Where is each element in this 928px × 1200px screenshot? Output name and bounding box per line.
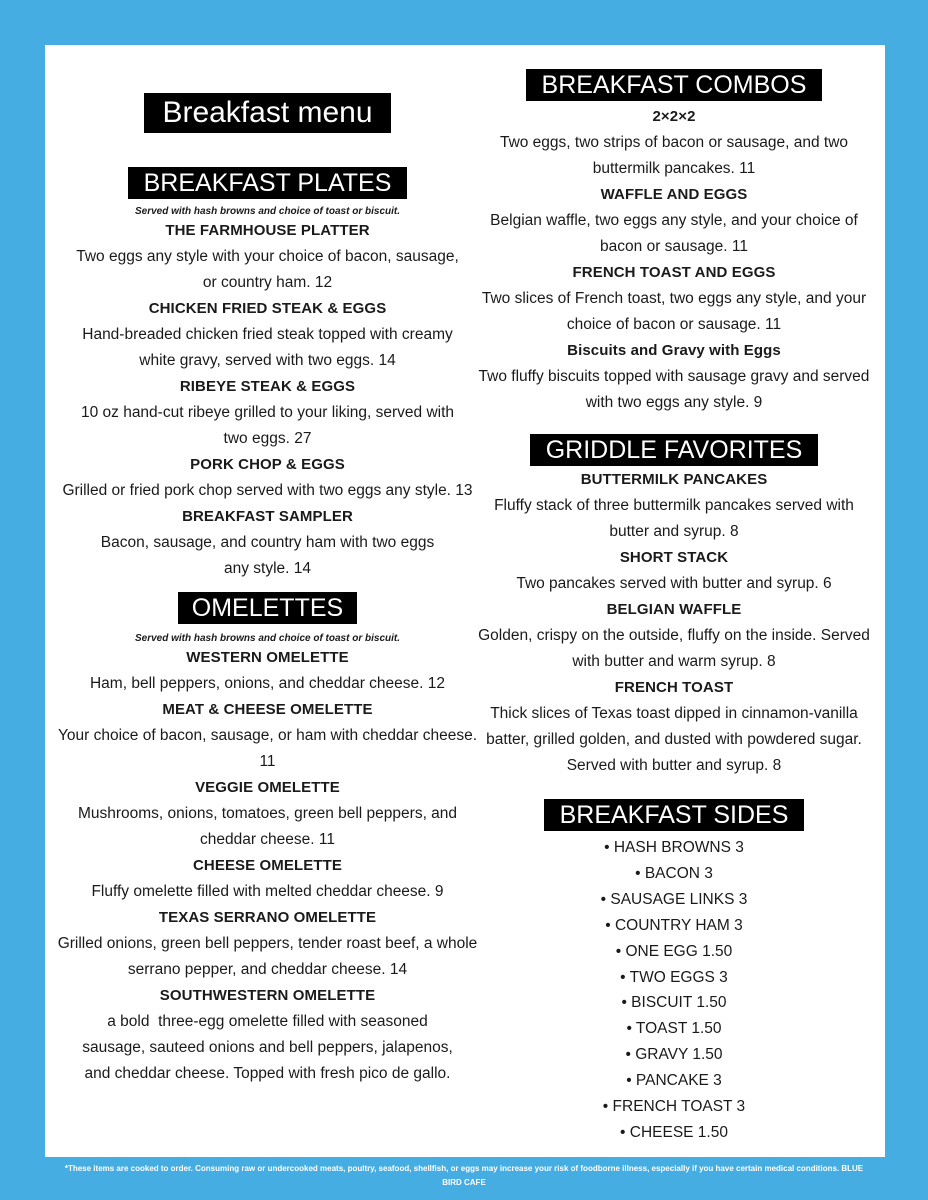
menu-sheet [45, 45, 885, 1157]
menu-item-name: 2×2×2 [652, 108, 696, 125]
plates-note: Served with hash browns and choice of toast or biscuit. [134, 206, 401, 217]
menu-item-name: BUTTERMILK PANCAKES [580, 471, 768, 488]
menu-item-desc: Belgian waffle, two eggs any style, and your choice of bacon or sausage. 11 [490, 212, 858, 255]
menu-item-name: PORK CHOP & EGGS [190, 456, 345, 473]
page-title: Breakfast menu [144, 93, 390, 133]
menu-item-name: MEAT & CHEESE OMELETTE [162, 701, 373, 718]
side-item: • TOAST 1.50 [626, 1020, 722, 1038]
menu-item-desc: Grilled onions, green bell peppers, tender roast beef, a whole serrano pepper, and cheddar cheese. 14 [57, 935, 478, 978]
menu-item-name: SOUTHWESTERN OMELETTE [159, 987, 376, 1004]
omelettes-note: Served with hash browns and choice of toast or biscuit. [134, 633, 401, 644]
menu-item-name: RIBEYE STEAK & EGGS [179, 378, 356, 395]
griddle-favorites-heading: GRIDDLE FAVORITES [530, 434, 819, 466]
breakfast-combos-heading: BREAKFAST COMBOS [526, 69, 823, 101]
menu-item-desc: Golden, crispy on the outside, fluffy on the inside. Served with butter and warm syrup. 8 [478, 627, 870, 670]
side-item: • GRAVY 1.50 [625, 1046, 723, 1064]
side-item: • TWO EGGS 3 [620, 968, 728, 986]
menu-item-name: FRENCH TOAST AND EGGS [572, 264, 776, 281]
menu-item-name: BREAKFAST SAMPLER [182, 508, 353, 525]
side-item: • BISCUIT 1.50 [621, 994, 727, 1012]
side-item: • BACON 3 [635, 864, 713, 882]
menu-item-desc: a bold three-egg omelette filled with seasoned sausage, sauteed onions and bell peppers, jalapenos, and cheddar cheese. Topped with fresh pico de gallo. [82, 1013, 458, 1082]
menu-item-name: FRENCH TOAST [614, 679, 734, 696]
left-column [55, 45, 480, 1087]
menu-item-desc: Ham, bell peppers, onions, and cheddar cheese. 12 [89, 675, 445, 692]
menu-item-name: WAFFLE AND EGGS [600, 186, 748, 203]
menu-item-desc: 10 oz hand-cut ribeye grilled to your liking, served with two eggs. 27 [80, 404, 455, 447]
menu-item-name: CHICKEN FRIED STEAK & EGGS [148, 300, 387, 317]
menu-item-desc: Thick slices of Texas toast dipped in cinnamon-vanilla batter, grilled golden, and dusted with powdered sugar. Served with butter and syrup. 8 [486, 705, 862, 774]
menu-item-name: THE FARMHOUSE PLATTER [165, 222, 370, 239]
breakfast-sides-heading: BREAKFAST SIDES [544, 799, 805, 831]
side-item: • PANCAKE 3 [626, 1072, 722, 1090]
menu-item-name: WESTERN OMELETTE [186, 649, 349, 666]
menu-item-desc: Mushrooms, onions, tomatoes, green bell peppers, and cheddar cheese. 11 [77, 805, 458, 848]
menu-item-desc: Two pancakes served with butter and syrup. 6 [516, 575, 832, 592]
side-item: • SAUSAGE LINKS 3 [600, 890, 748, 908]
side-item: • HASH BROWNS 3 [604, 839, 744, 856]
menu-item-desc: Two eggs, two strips of bacon or sausage, and two buttermilk pancakes. 11 [499, 134, 849, 177]
menu-item-name: TEXAS SERRANO OMELETTE [158, 909, 377, 926]
omelettes-list [55, 645, 480, 1087]
menu-item-desc: Two slices of French toast, two eggs any style, and your choice of bacon or sausage. 11 [481, 290, 867, 333]
menu-item-desc: Grilled or fried pork chop served with two eggs any style. 13 [62, 482, 473, 499]
sides-list [473, 835, 875, 1146]
plates-list [55, 218, 480, 582]
combos-list [473, 104, 875, 416]
menu-item-desc: Fluffy omelette filled with melted cheddar cheese. 9 [91, 883, 444, 900]
side-item: • FRENCH TOAST 3 [602, 1098, 746, 1116]
menu-item-name: BELGIAN WAFFLE [606, 601, 742, 618]
side-item: • COUNTRY HAM 3 [605, 916, 743, 934]
breakfast-plates-heading: BREAKFAST PLATES [128, 167, 408, 199]
food-safety-disclaimer: *These items are cooked to order. Consuming raw or undercooked meats, poultry, seafood, shellfish, or eggs may increase your risk of foodborne illness, especially if you have certain medical conditions. BLUE BIRD CAFE [64, 1164, 864, 1187]
menu-item-desc: Fluffy stack of three buttermilk pancakes served with butter and syrup. 8 [494, 497, 854, 540]
menu-item-desc: Two fluffy biscuits topped with sausage gravy and served with two eggs any style. 9 [478, 368, 870, 411]
menu-item-name: Biscuits and Gravy with Eggs [567, 342, 781, 359]
menu-item-desc: Bacon, sausage, and country ham with two eggs any style. 14 [100, 534, 435, 577]
menu-item-name: SHORT STACK [619, 549, 729, 566]
menu-item-name: CHEESE OMELETTE [192, 857, 343, 874]
griddle-list [473, 467, 875, 779]
menu-item-desc: Hand-breaded chicken fried steak topped with creamy white gravy, served with two eggs. 14 [82, 326, 453, 369]
omelettes-heading: OMELETTES [178, 592, 357, 624]
menu-item-desc: Your choice of bacon, sausage, or ham with cheddar cheese. 11 [57, 727, 478, 770]
menu-item-name: VEGGIE OMELETTE [195, 779, 340, 796]
side-item: • ONE EGG 1.50 [615, 942, 733, 960]
side-item: • CHEESE 1.50 [620, 1123, 728, 1141]
menu-item-desc: Two eggs any style with your choice of bacon, sausage, or country ham. 12 [76, 248, 459, 291]
right-column [473, 45, 875, 1146]
